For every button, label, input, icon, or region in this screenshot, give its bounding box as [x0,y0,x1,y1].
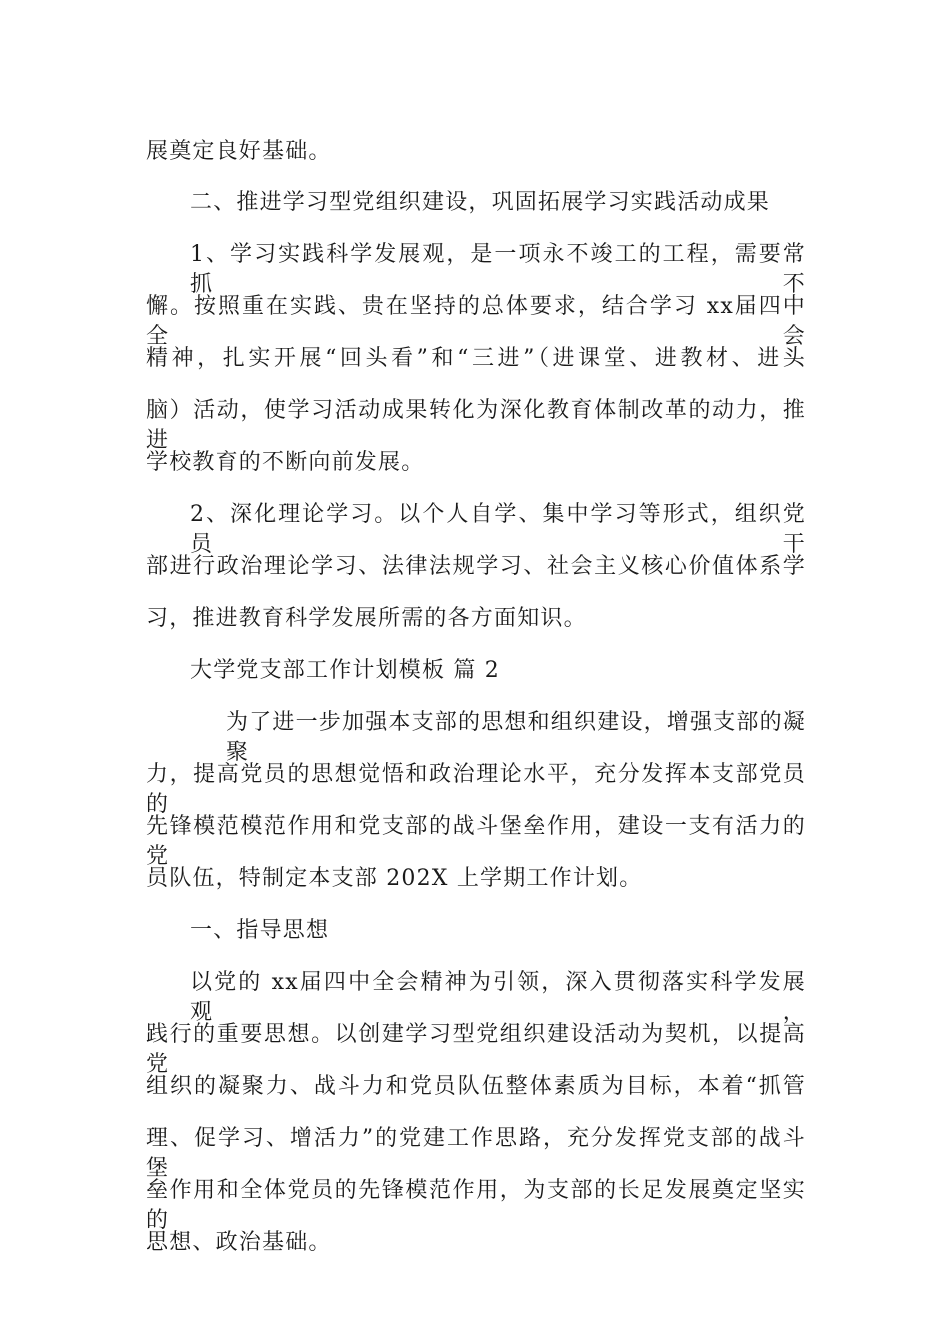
paragraph-line: 1、学习实践科学发展观，是一项永不竣工的工程，需要常抓不 [190,242,806,297]
paragraph-line: 部进行政治理论学习、法律法规学习、社会主义核心价值体系学 [146,554,806,579]
paragraph-line: 习，推进教育科学发展所需的各方面知识。 [146,606,587,631]
paragraph-line: 以党的 xx届四中全会精神为引领，深入贯彻落实科学发展观， [190,970,806,1025]
paragraph-line: 懈。按照重在实践、贵在坚持的总体要求，结合学习 xx届四中全会 [146,294,806,349]
paragraph-line: 力，提高党员的思想觉悟和政治理论水平，充分发挥本支部党员的 [146,762,806,817]
paragraph-line: 学校教育的不断向前发展。 [146,450,425,475]
paragraph-line: 先锋模范模范作用和党支部的战斗堡垒作用，建设一支有活力的党 [146,814,806,869]
paragraph-line: 2、深化理论学习。以个人自学、集中学习等形式，组织党员干 [190,502,806,557]
paragraph-line: 精神，扎实开展“回头看”和“三进”（进课堂、进教材、进头 [146,346,806,371]
paragraph-line: 思想、政治基础。 [146,1230,332,1255]
paragraph-line: 理、促学习、增活力”的党建工作思路，充分发挥党支部的战斗堡 [146,1126,806,1181]
paragraph-line: 员队伍，特制定本支部 202X 上学期工作计划。 [146,866,643,891]
section-heading: 一、指导思想 [190,918,330,943]
paragraph-line: 践行的重要思想。以创建学习型党组织建设活动为契机，以提高党 [146,1022,806,1077]
paragraph-line: 展奠定良好基础。 [146,139,332,164]
paragraph-line: 垒作用和全体党员的先锋模范作用，为支部的长足发展奠定坚实的 [146,1178,806,1233]
paragraph-line: 脑）活动，使学习活动成果转化为深化教育体制改革的动力，推进 [146,398,806,453]
section-heading: 二、推进学习型党组织建设，巩固拓展学习实践活动成果 [190,190,771,215]
paragraph-line: 为了进一步加强本支部的思想和组织建设，增强支部的凝聚 [226,710,807,765]
section-title: 大学党支部工作计划模板 篇 2 [190,658,500,683]
paragraph-line: 组织的凝聚力、战斗力和党员队伍整体素质为目标，本着“抓管 [146,1074,806,1099]
